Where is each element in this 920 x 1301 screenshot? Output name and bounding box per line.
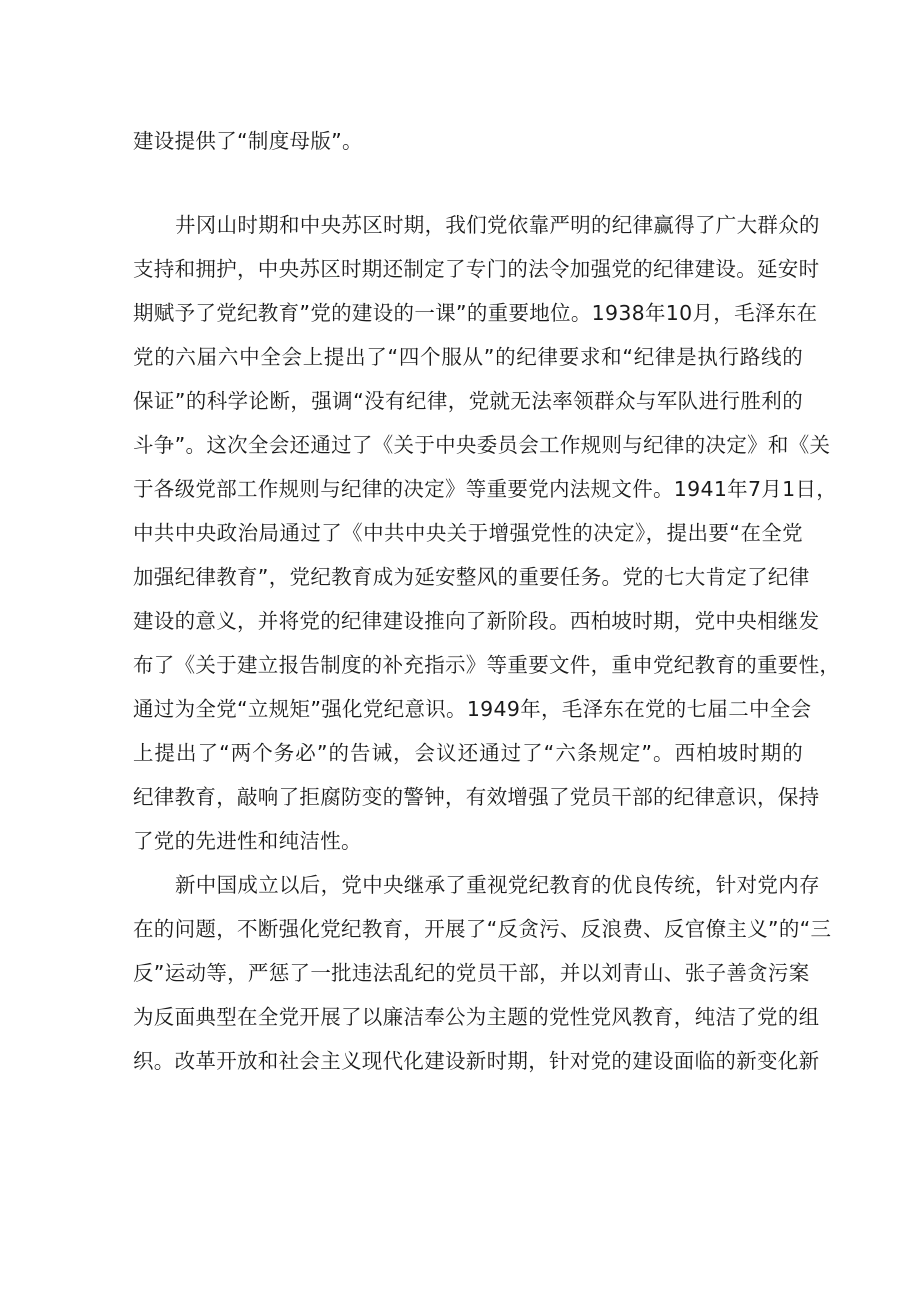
- paragraph-line: 中共中央政治局通过了《中共中央关于增强党性的决定》，提出要“在全党: [133, 521, 803, 545]
- paragraph-line: 于各级党部工作规则与纪律的决定》等重要党内法规文件。1941年7月1日，: [133, 477, 838, 501]
- paragraph-line: 井冈山时期和中央苏区时期，我们党依靠严明的纪律赢得了广大群众的: [175, 213, 820, 237]
- paragraph-line: 为反面典型在全党开展了以廉洁奉公为主题的党性党风教育，纯洁了党的组: [133, 1005, 820, 1029]
- paragraph-line: 通过为全党“立规矩”强化党纪意识。1949年，毛泽东在党的七届二中全会: [133, 697, 812, 721]
- paragraph-line: 新中国成立以后，党中央继承了重视党纪教育的优良传统，针对党内存: [175, 873, 820, 897]
- paragraph-line: 反”运动等，严惩了一批违法乱纪的党员干部，并以刘青山、张子善贪污案: [133, 961, 810, 985]
- paragraph-line: 保证”的科学论断，强调“没有纪律，党就无法率领群众与军队进行胜利的: [133, 389, 803, 413]
- paragraph-line: 建设的意义，并将党的纪律建设推向了新阶段。西柏坡时期，党中央相继发: [133, 609, 820, 633]
- paragraph-line: 布了《关于建立报告制度的补充指示》等重要文件，重申党纪教育的重要性，: [133, 653, 841, 677]
- paragraph-line: 期赋予了党纪教育”党的建设的一课”的重要地位。1938年10月，毛泽东在: [133, 301, 818, 325]
- paragraph-line: 织。改革开放和社会主义现代化建设新时期，针对党的建设面临的新变化新: [133, 1049, 820, 1073]
- paragraph-line: 党的六届六中全会上提出了“四个服从”的纪律要求和“纪律是执行路线的: [133, 345, 803, 369]
- paragraph-line: 加强纪律教育”，党纪教育成为延安整风的重要任务。党的七大肯定了纪律: [133, 565, 810, 589]
- text-line: 建设提供了“制度母版”。: [133, 129, 363, 153]
- paragraph-line: 了党的先进性和纯洁性。: [133, 829, 362, 853]
- paragraph-line: 支持和拥护，中央苏区时期还制定了专门的法令加强党的纪律建设。延安时: [133, 257, 820, 281]
- paragraph-line: 上提出了“两个务必”的告诫，会议还通过了“六条规定”。西柏坡时期的: [133, 741, 803, 765]
- paragraph-line: 斗争”。这次全会还通过了《关于中央委员会工作规则与纪律的决定》和《关: [133, 433, 831, 457]
- paragraph-line: 纪律教育，敲响了拒腐防变的警钟，有效增强了党员干部的纪律意识，保持: [133, 785, 820, 809]
- paragraph-line: 在的问题，不断强化党纪教育，开展了“反贪污、反浪费、反官僚主义”的“三: [133, 917, 832, 941]
